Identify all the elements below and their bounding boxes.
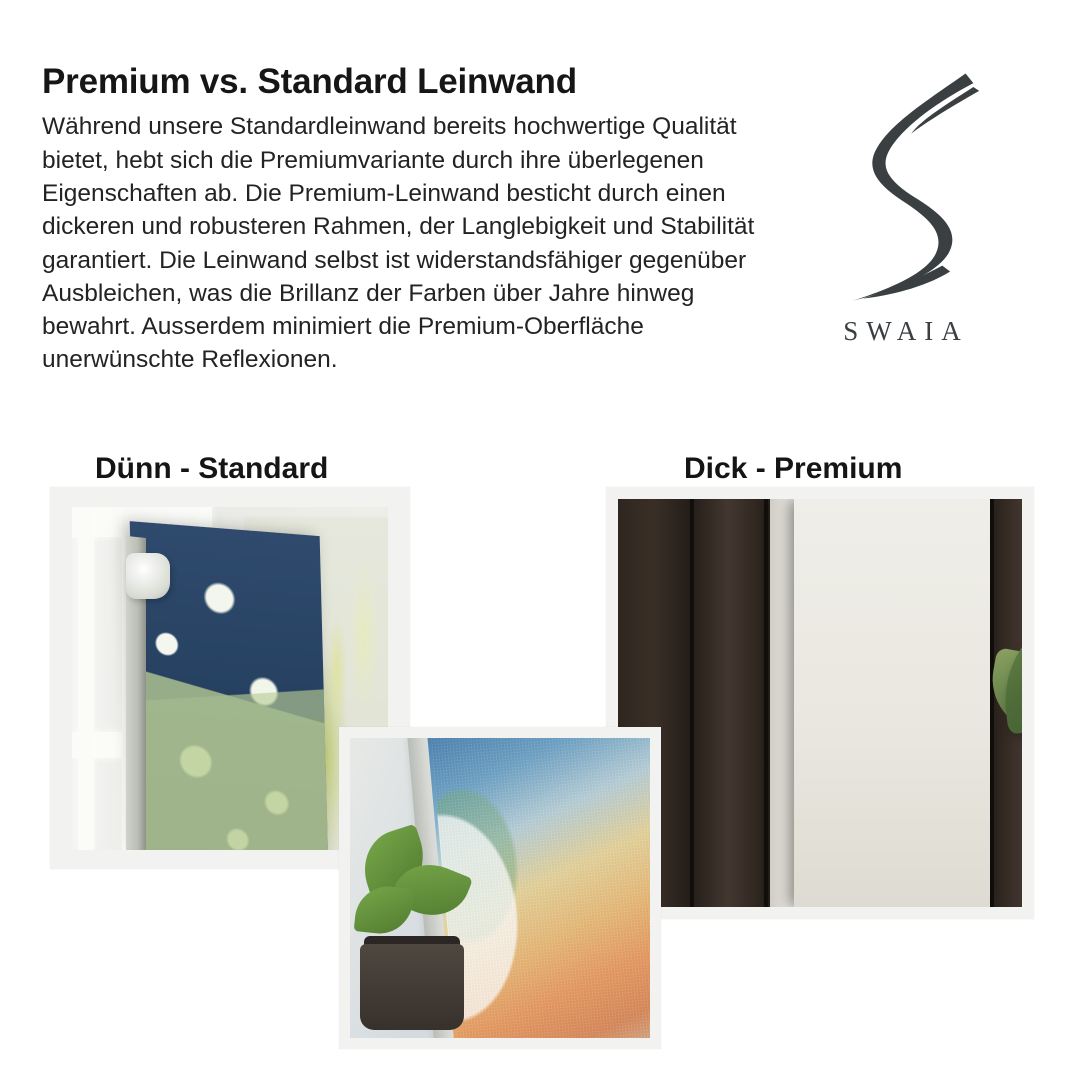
caption-premium: Dick - Premium	[684, 452, 903, 485]
swaia-s-logo-icon	[820, 62, 985, 312]
photo-detail	[350, 738, 650, 1038]
thick-canvas-edge	[770, 499, 796, 907]
canvas-roll-end	[126, 553, 170, 599]
photo-card-premium	[606, 487, 1034, 919]
header-block	[42, 62, 802, 377]
potted-plant	[354, 820, 474, 1030]
brand-name: SWAIA	[843, 316, 969, 346]
thick-canvas-illustration	[794, 499, 990, 907]
page-title: Premium vs. Standard Leinwand	[42, 62, 577, 101]
photo-premium	[618, 499, 1022, 907]
description-paragraph: Während unsere Standardleinwand bereits hochwertige Qualität bietet, hebt sich die Premiumvariante durch ihre überlegenen Eigenschaften ab. Die Premium-Leinwand besticht durch einen dickeren und robusteren Rahmen, der Langlebigkeit und Stabilität garantiert. Die Leinwand selbst ist widerstandsfähiger gegenüber Ausbleichen, was die Brillanz der Farben über Jahre hinweg bewahrt. Ausserdem minimiert die Premium-Oberfläche unerwünschte Reflexionen.	[42, 113, 755, 374]
brand-logo	[802, 62, 1002, 372]
caption-standard: Dünn - Standard	[95, 452, 329, 485]
photo-card-detail	[339, 727, 661, 1049]
